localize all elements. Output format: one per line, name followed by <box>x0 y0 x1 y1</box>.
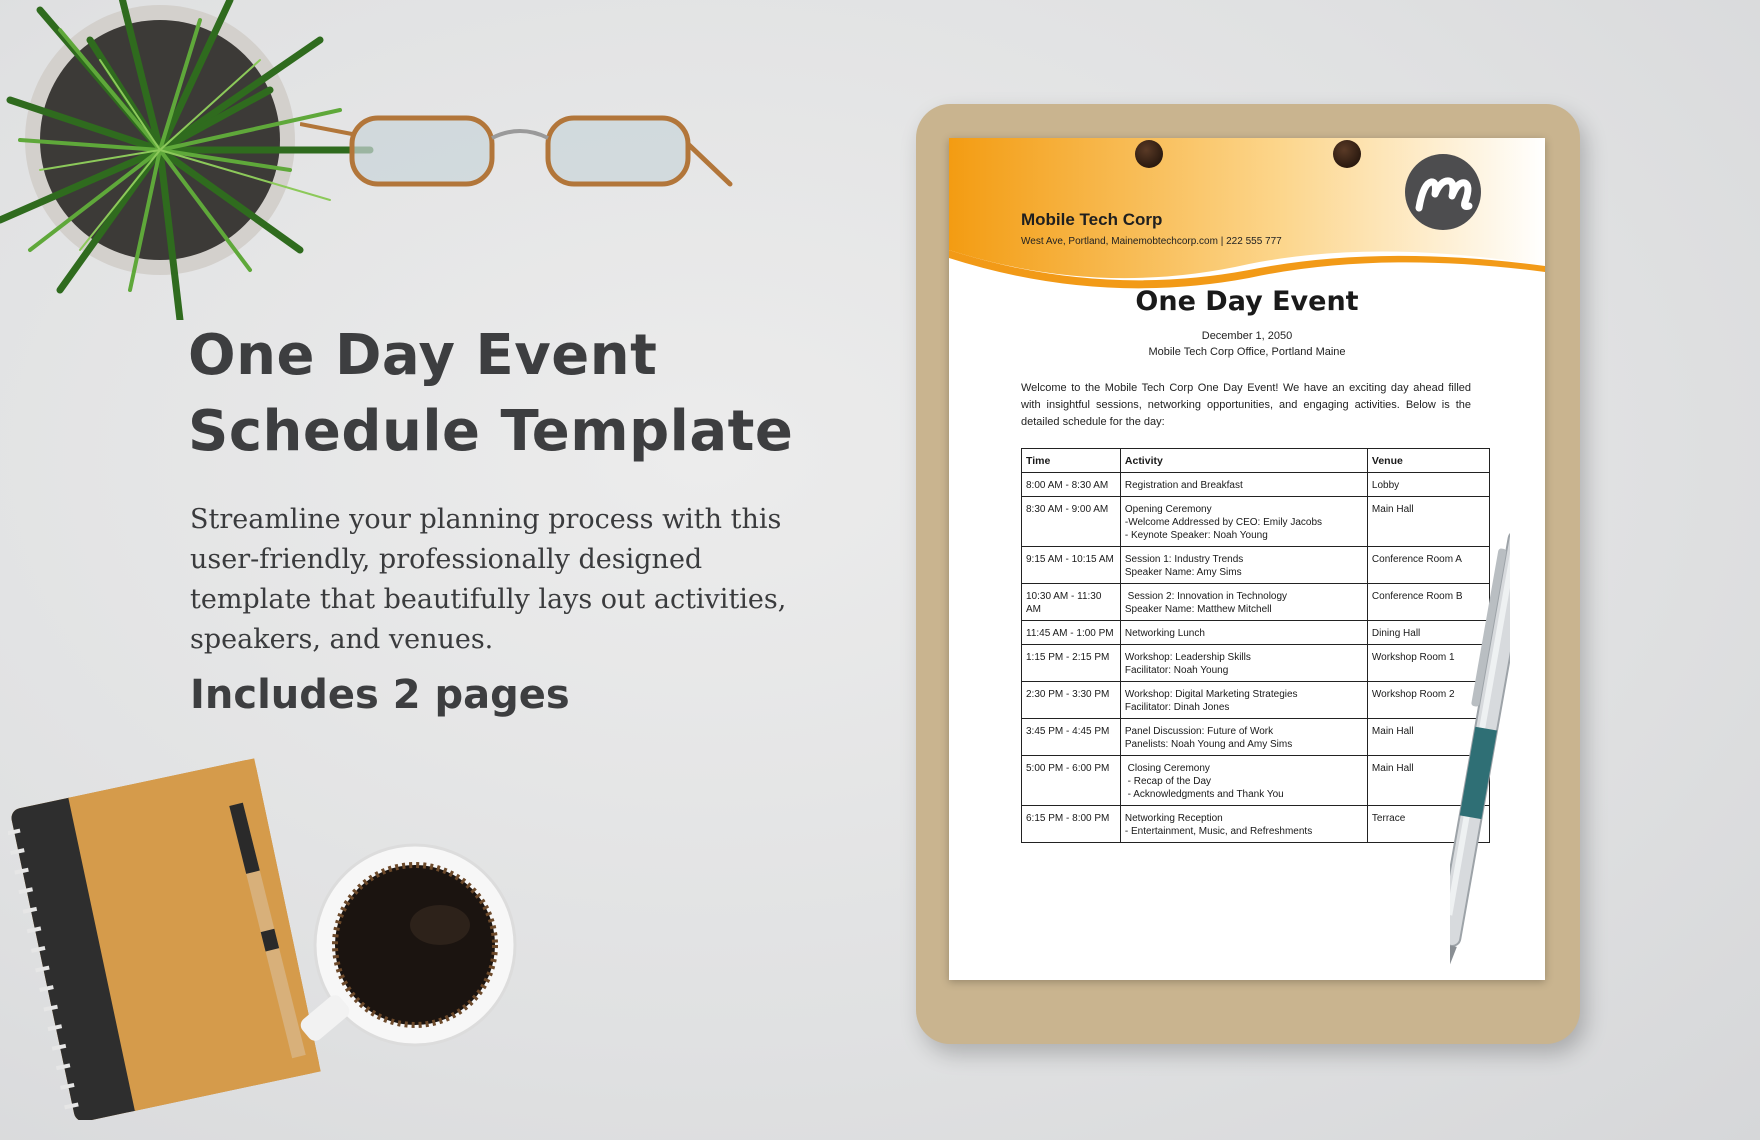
promo-heading-line2: Schedule Template <box>188 399 794 464</box>
row-time: 5:00 PM - 6:00 PM <box>1022 756 1121 806</box>
schedule-row <box>1022 547 1490 584</box>
schedule-row <box>1022 806 1490 843</box>
activity-line: Panelists: Noah Young and Amy Sims <box>1124 739 1293 750</box>
activity-line: Facilitator: Noah Young <box>1124 665 1229 676</box>
promo-description: Streamline your planning process with this user-friendly, professionally designed template that beautifully lays out activities, speakers, and venues. <box>190 504 787 655</box>
row-venue: Lobby <box>1367 473 1489 497</box>
row-time: 6:15 PM - 8:00 PM <box>1022 806 1121 843</box>
row-activity <box>1120 473 1367 497</box>
clip-rivet-right <box>1333 140 1361 168</box>
activity-line: Closing Ceremony <box>1124 763 1210 774</box>
row-activity <box>1120 682 1367 719</box>
activity-line: Facilitator: Dinah Jones <box>1124 702 1230 713</box>
notebook-decoration <box>8 740 338 1120</box>
row-time: 9:15 AM - 10:15 AM <box>1022 547 1121 584</box>
activity-line: - Recap of the Day <box>1124 776 1212 787</box>
activity-line: - Keynote Speaker: Noah Young <box>1124 530 1268 541</box>
schedule-row <box>1022 584 1490 621</box>
company-address: West Ave, Portland, Mainemobtechcorp.com | 222 555 777 <box>1021 236 1282 247</box>
activity-line: Speaker Name: Amy Sims <box>1124 567 1242 578</box>
schedule-row <box>1022 719 1490 756</box>
schedule-header-row <box>1022 449 1490 473</box>
row-time: 11:45 AM - 1:00 PM <box>1022 621 1121 645</box>
row-venue: Conference Room A <box>1367 547 1489 584</box>
row-activity <box>1120 806 1367 843</box>
row-activity <box>1120 497 1367 547</box>
activity-line: -Welcome Addressed by CEO: Emily Jacobs <box>1124 517 1322 528</box>
row-activity <box>1120 719 1367 756</box>
schedule-row <box>1022 473 1490 497</box>
row-time: 1:15 PM - 2:15 PM <box>1022 645 1121 682</box>
pen-decoration <box>1450 518 1510 998</box>
schedule-body <box>1022 473 1490 843</box>
activity-line: Networking Lunch <box>1124 628 1205 639</box>
activity-line: Workshop: Digital Marketing Strategies <box>1124 689 1298 700</box>
coffee-cup-decoration <box>300 835 530 1065</box>
row-activity <box>1120 584 1367 621</box>
event-date: December 1, 2050 <box>1201 330 1293 342</box>
schedule-row <box>1022 682 1490 719</box>
header-venue: Venue <box>1367 449 1489 473</box>
row-activity <box>1120 645 1367 682</box>
activity-line: Speaker Name: Matthew Mitchell <box>1124 604 1272 615</box>
row-venue: Workshop Room 2 <box>1367 682 1489 719</box>
company-name: Mobile Tech Corp <box>1021 210 1163 229</box>
activity-line: - Entertainment, Music, and Refreshments <box>1124 826 1313 837</box>
row-activity <box>1120 547 1367 584</box>
pages-note: Includes 2 pages <box>190 672 570 718</box>
schedule-row <box>1022 645 1490 682</box>
company-logo <box>1405 154 1481 230</box>
intro-paragraph: Welcome to the Mobile Tech Corp One Day Event! We have an exciting day ahead filled with insightful sessions, networking opportunities, and engaging activities. Below is the detailed schedule for the day: <box>1021 382 1471 428</box>
row-venue: Dining Hall <box>1367 621 1489 645</box>
activity-line: - Acknowledgments and Thank You <box>1124 789 1284 800</box>
activity-line: Networking Reception <box>1124 813 1223 824</box>
row-time: 10:30 AM - 11:30 AM <box>1022 584 1121 621</box>
event-location: Mobile Tech Corp Office, Portland Maine <box>1148 346 1346 358</box>
event-title: One Day Event <box>1135 286 1359 317</box>
activity-line: Panel Discussion: Future of Work <box>1124 726 1274 737</box>
schedule-row <box>1022 756 1490 806</box>
row-time: 8:30 AM - 9:00 AM <box>1022 497 1121 547</box>
header-time: Time <box>1022 449 1121 473</box>
row-venue: Main Hall <box>1367 719 1489 756</box>
activity-line: Registration and Breakfast <box>1124 480 1243 491</box>
logo-m-icon <box>1405 154 1481 230</box>
schedule-row <box>1022 621 1490 645</box>
activity-line: Session 2: Innovation in Technology <box>1124 591 1288 602</box>
activity-line: Workshop: Leadership Skills <box>1124 652 1251 663</box>
row-time: 2:30 PM - 3:30 PM <box>1022 682 1121 719</box>
row-venue: Workshop Room 1 <box>1367 645 1489 682</box>
row-venue: Conference Room B <box>1367 584 1489 621</box>
eyeglasses-decoration <box>300 104 740 204</box>
activity-line: Session 1: Industry Trends <box>1124 554 1244 565</box>
row-time: 8:00 AM - 8:30 AM <box>1022 473 1121 497</box>
row-venue: Terrace <box>1367 806 1489 843</box>
schedule-row <box>1022 497 1490 547</box>
clip-rivet-left <box>1135 140 1163 168</box>
activity-line: Opening Ceremony <box>1124 504 1212 515</box>
promo-heading <box>188 318 828 470</box>
row-venue: Main Hall <box>1367 497 1489 547</box>
row-venue: Main Hall <box>1367 756 1489 806</box>
row-activity <box>1120 756 1367 806</box>
schedule-table <box>1021 448 1490 843</box>
row-activity <box>1120 621 1367 645</box>
promo-heading-line1: One Day Event <box>188 323 658 388</box>
header-activity: Activity <box>1120 449 1367 473</box>
row-time: 3:45 PM - 4:45 PM <box>1022 719 1121 756</box>
